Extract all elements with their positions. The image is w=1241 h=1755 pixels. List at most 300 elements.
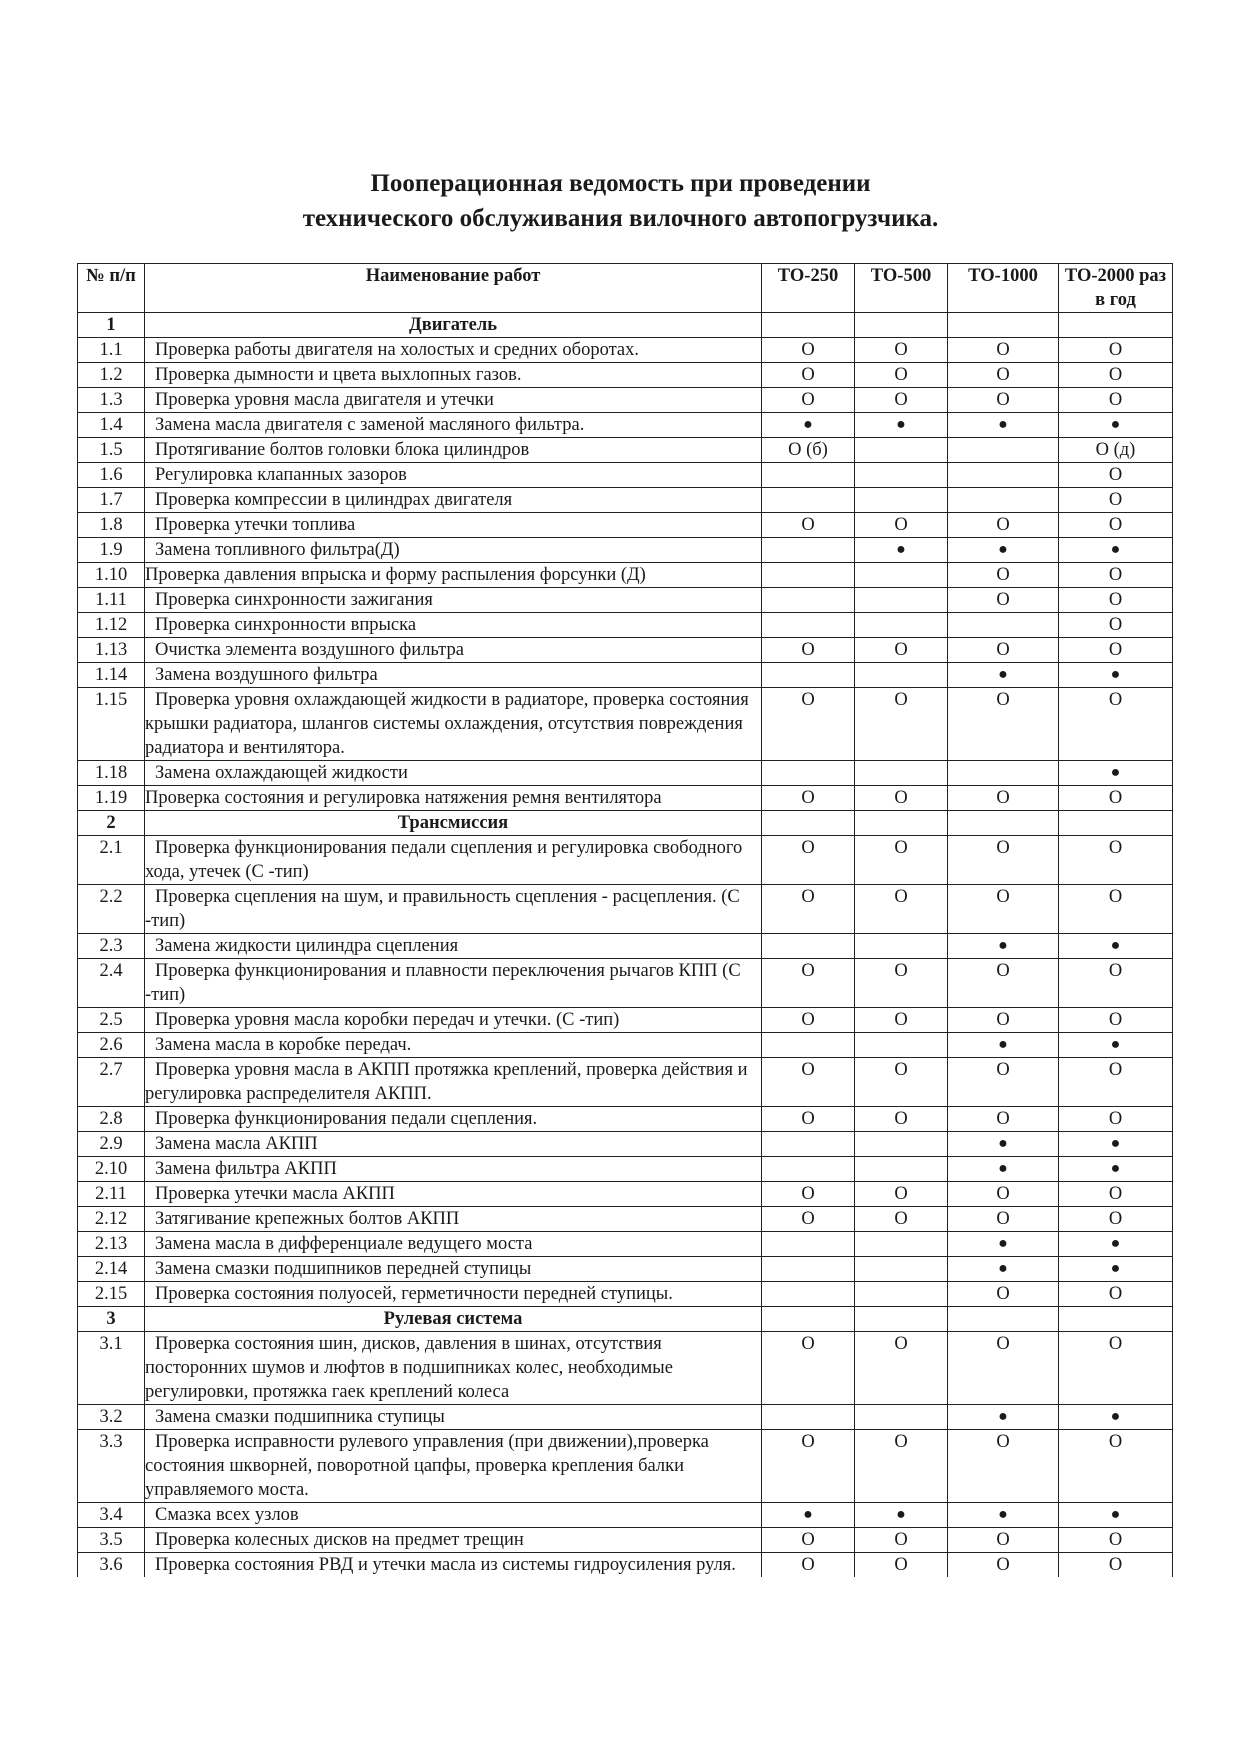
row-number: 1.6 [78,463,145,488]
mark-to2000: ● [1059,761,1173,786]
work-name [145,388,762,413]
mark-to2000: О [1059,836,1173,885]
table-row [78,538,1173,563]
mark-to250: О [762,1332,855,1405]
mark-to250: О [762,786,855,811]
work-name [145,363,762,388]
work-name [145,934,762,959]
row-number: 3.5 [78,1528,145,1553]
work-name [145,438,762,463]
title-line-1: Пооперационная ведомость при проведении [370,170,871,197]
mark-to250: ● [762,1503,855,1528]
table-row [78,1528,1173,1553]
mark-to2000: О [1059,1332,1173,1405]
mark-to1000: ● [948,1405,1059,1430]
row-number: 2.15 [78,1282,145,1307]
mark-to500 [855,1157,948,1182]
row-number: 2.13 [78,1232,145,1257]
mark-to500: О [855,363,948,388]
mark-to500: О [855,885,948,934]
mark-to1000: О [948,363,1059,388]
work-text: Проверка уровня масла в АКПП протяжка креплений, проверка действия и регулировка распределителя АКПП. [145,1060,748,1104]
mark-to2000: О (д) [1059,438,1173,463]
work-text: Проверка исправности рулевого управления (при движении),проверка состояния шкворней, поворотной цапфы, проверка крепления балки управляемого моста. [145,1432,709,1500]
work-text: Замена жидкости цилиндра сцепления [155,936,459,956]
mark-to1000 [948,1307,1059,1332]
mark-to2000: О [1059,885,1173,934]
row-number: 3.6 [78,1553,145,1578]
mark-to250: О [762,1528,855,1553]
row-number: 2.7 [78,1058,145,1107]
header-to500: ТО-500 [855,264,948,313]
row-number: 3.4 [78,1503,145,1528]
mark-to500 [855,663,948,688]
mark-to1000: О [948,1008,1059,1033]
mark-to500: ● [855,413,948,438]
mark-to250 [762,1282,855,1307]
work-name [145,663,762,688]
work-name [145,836,762,885]
mark-to500 [855,1257,948,1282]
mark-to250: О (б) [762,438,855,463]
work-name [145,688,762,761]
section-row [78,811,1173,836]
mark-to500 [855,1282,948,1307]
mark-to250 [762,588,855,613]
mark-to500 [855,1132,948,1157]
mark-to250 [762,463,855,488]
mark-to2000 [1059,811,1173,836]
work-name [145,1132,762,1157]
work-name [145,1503,762,1528]
row-number: 2.8 [78,1107,145,1132]
row-number: 1.10 [78,563,145,588]
mark-to2000 [1059,1307,1173,1332]
mark-to500 [855,563,948,588]
table-header-row [78,264,1173,313]
mark-to250: О [762,959,855,1008]
work-text: Проверка состояния шин, дисков, давления в шинах, отсутствия посторонних шумов и люфтов в подшипниках колес, необходимые регулировки, протяжка гаек креплений колеса [145,1334,673,1402]
work-name [145,1157,762,1182]
table-row [78,1033,1173,1058]
mark-to500: О [855,338,948,363]
mark-to1000: О [948,786,1059,811]
mark-to500: О [855,1008,948,1033]
header-to1000: ТО-1000 [948,264,1059,313]
work-name [145,488,762,513]
table-row [78,934,1173,959]
mark-to1000 [948,613,1059,638]
row-number: 1.13 [78,638,145,663]
mark-to250 [762,313,855,338]
table-row [78,1207,1173,1232]
work-name [145,1008,762,1033]
header-to2000: ТО-2000 раз в год [1059,264,1173,313]
mark-to250 [762,1157,855,1182]
work-text: Проверка колесных дисков на предмет трещин [155,1530,524,1550]
table-row [78,663,1173,688]
mark-to1000: ● [948,413,1059,438]
row-number: 1.11 [78,588,145,613]
work-text: Проверка состояния полуосей, герметичности передней ступицы. [155,1284,673,1304]
work-text: Регулировка клапанных зазоров [155,465,407,485]
row-number: 1.7 [78,488,145,513]
mark-to2000 [1059,313,1173,338]
mark-to1000: О [948,1058,1059,1107]
mark-to1000: О [948,638,1059,663]
mark-to500: О [855,1107,948,1132]
mark-to250: О [762,1008,855,1033]
work-name [145,1033,762,1058]
work-name [145,338,762,363]
mark-to250 [762,1405,855,1430]
work-text: Замена масла в коробке передач. [155,1035,412,1055]
mark-to250 [762,563,855,588]
mark-to1000: О [948,563,1059,588]
mark-to1000: О [948,1553,1059,1578]
mark-to250 [762,1033,855,1058]
mark-to250 [762,811,855,836]
work-text: Замена воздушного фильтра [155,665,378,685]
section-row [78,313,1173,338]
mark-to2000: О [1059,1182,1173,1207]
header-to250: ТО-250 [762,264,855,313]
table-row [78,438,1173,463]
mark-to1000 [948,761,1059,786]
mark-to1000: ● [948,1232,1059,1257]
work-text: Проверка утечки масла АКПП [155,1184,395,1204]
mark-to500: О [855,1528,948,1553]
section-title [145,313,762,338]
mark-to250: О [762,513,855,538]
mark-to1000: ● [948,1503,1059,1528]
mark-to500: ● [855,1503,948,1528]
mark-to250: О [762,1553,855,1578]
table-row [78,1553,1173,1578]
maintenance-table [77,263,1173,1577]
table-row [78,463,1173,488]
table-row [78,1282,1173,1307]
mark-to250: О [762,688,855,761]
mark-to2000: О [1059,363,1173,388]
mark-to2000: О [1059,488,1173,513]
mark-to500: О [855,688,948,761]
work-text: Замена фильтра АКПП [155,1159,337,1179]
mark-to250: ● [762,413,855,438]
mark-to2000: О [1059,1282,1173,1307]
mark-to250: О [762,388,855,413]
mark-to500: О [855,1058,948,1107]
mark-to2000: ● [1059,1503,1173,1528]
work-text: Замена масла АКПП [155,1134,318,1154]
work-text: Проверка уровня масла двигателя и утечки [155,390,494,410]
table-row [78,1405,1173,1430]
work-text: Затягивание крепежных болтов АКПП [155,1209,460,1229]
mark-to250 [762,1132,855,1157]
table-row [78,1107,1173,1132]
mark-to500 [855,761,948,786]
mark-to2000: ● [1059,413,1173,438]
row-number: 2.14 [78,1257,145,1282]
mark-to1000: ● [948,538,1059,563]
row-number: 1.14 [78,663,145,688]
mark-to500: О [855,638,948,663]
mark-to2000: О [1059,463,1173,488]
mark-to500: О [855,1207,948,1232]
work-text: Проверка состояния РВД и утечки масла из системы гидроусиления руля. [155,1555,736,1575]
mark-to2000: О [1059,1430,1173,1503]
table-row [78,388,1173,413]
work-name [145,513,762,538]
mark-to1000 [948,463,1059,488]
mark-to2000: О [1059,338,1173,363]
mark-to2000: О [1059,388,1173,413]
mark-to2000: О [1059,638,1173,663]
row-number: 1.4 [78,413,145,438]
mark-to1000: ● [948,1257,1059,1282]
work-text: Проверка функционирования педали сцепления. [155,1109,538,1129]
work-text: Замена топливного фильтра(Д) [155,540,400,560]
work-name [145,1207,762,1232]
mark-to500 [855,1033,948,1058]
row-number: 3.2 [78,1405,145,1430]
title-line-2: технического обслуживания вилочного автопогрузчика. [302,205,939,232]
row-number: 1.19 [78,786,145,811]
mark-to500: О [855,1332,948,1405]
mark-to250: О [762,638,855,663]
work-text: Проверка утечки топлива [155,515,356,535]
table-row [78,1058,1173,1107]
mark-to2000: О [1059,1207,1173,1232]
header-num: № п/п [78,264,145,313]
mark-to1000: О [948,338,1059,363]
row-number: 2.1 [78,836,145,885]
row-number: 1.1 [78,338,145,363]
mark-to1000: О [948,1207,1059,1232]
row-number: 1.9 [78,538,145,563]
work-text: Проверка синхронности впрыска [155,615,417,635]
mark-to2000: ● [1059,663,1173,688]
work-name [145,413,762,438]
table-row [78,413,1173,438]
mark-to1000: О [948,836,1059,885]
mark-to250: О [762,1107,855,1132]
mark-to500 [855,1307,948,1332]
work-name [145,1182,762,1207]
work-name [145,1232,762,1257]
table-row [78,613,1173,638]
mark-to250 [762,1257,855,1282]
mark-to2000: О [1059,588,1173,613]
mark-to1000: ● [948,663,1059,688]
row-number: 1.12 [78,613,145,638]
row-number: 1.8 [78,513,145,538]
work-name [145,885,762,934]
work-name [145,1405,762,1430]
table-row [78,688,1173,761]
mark-to2000: О [1059,1107,1173,1132]
table-row [78,1503,1173,1528]
work-text: Проверка функционирования и плавности переключения рычагов КПП (С -тип) [145,961,741,1005]
work-name [145,1332,762,1405]
mark-to250: О [762,1182,855,1207]
mark-to2000: ● [1059,538,1173,563]
table-row [78,836,1173,885]
mark-to500: О [855,1553,948,1578]
mark-to500: О [855,959,948,1008]
work-text: Замена масла двигателя с заменой масляного фильтра. [155,415,585,435]
table-row [78,1430,1173,1503]
mark-to1000: О [948,1528,1059,1553]
mark-to1000: О [948,513,1059,538]
work-name [145,538,762,563]
mark-to500: О [855,513,948,538]
work-name [145,1058,762,1107]
mark-to2000: О [1059,688,1173,761]
mark-to250 [762,1232,855,1257]
mark-to1000: О [948,885,1059,934]
mark-to500 [855,613,948,638]
mark-to2000: О [1059,959,1173,1008]
mark-to500 [855,313,948,338]
table-row [78,1232,1173,1257]
work-name [145,1257,762,1282]
table-body [78,313,1173,1578]
row-number: 2.11 [78,1182,145,1207]
mark-to500 [855,488,948,513]
work-name [145,1430,762,1503]
mark-to1000: О [948,388,1059,413]
work-text: Смазка всех узлов [155,1505,299,1525]
mark-to250 [762,488,855,513]
mark-to1000: О [948,1332,1059,1405]
table-row [78,786,1173,811]
work-name [145,1107,762,1132]
mark-to500: О [855,786,948,811]
row-number: 2.4 [78,959,145,1008]
mark-to250: О [762,1430,855,1503]
work-text: Проверка синхронности зажигания [155,590,433,610]
mark-to2000: О [1059,1058,1173,1107]
row-number: 2.2 [78,885,145,934]
section-row [78,1307,1173,1332]
table-row [78,513,1173,538]
row-number: 2.3 [78,934,145,959]
table-row [78,1132,1173,1157]
mark-to500 [855,934,948,959]
table-row [78,1008,1173,1033]
mark-to2000: О [1059,563,1173,588]
work-text: Замена смазки подшипника ступицы [155,1407,445,1427]
section-title [145,811,762,836]
header-work: Наименование работ [145,264,762,313]
mark-to500: О [855,1182,948,1207]
work-name [145,638,762,663]
table-row [78,761,1173,786]
work-name [145,1282,762,1307]
mark-to250 [762,1307,855,1332]
work-name [145,786,762,811]
mark-to1000: О [948,1430,1059,1503]
mark-to2000: ● [1059,1257,1173,1282]
row-number: 1.2 [78,363,145,388]
table-row [78,563,1173,588]
mark-to2000: О [1059,1008,1173,1033]
table-row [78,885,1173,934]
mark-to500 [855,463,948,488]
mark-to1000: О [948,1182,1059,1207]
work-text: Проверка состояния и регулировка натяжения ремня вентилятора [145,788,662,808]
mark-to1000: ● [948,1157,1059,1182]
section-title [145,1307,762,1332]
mark-to250: О [762,363,855,388]
work-text: Протягивание болтов головки блока цилиндров [155,440,530,460]
mark-to250 [762,761,855,786]
row-number: 3.3 [78,1430,145,1503]
mark-to2000: О [1059,513,1173,538]
work-name [145,588,762,613]
table-row [78,1257,1173,1282]
mark-to1000: ● [948,1033,1059,1058]
mark-to1000 [948,488,1059,513]
work-name [145,463,762,488]
mark-to2000: ● [1059,1157,1173,1182]
work-text: Проверка давления впрыска и форму распыления форсунки (Д) [145,565,646,585]
mark-to500 [855,588,948,613]
mark-to500 [855,1232,948,1257]
table-row [78,338,1173,363]
row-number: 3 [78,1307,145,1332]
work-name [145,1528,762,1553]
mark-to1000 [948,438,1059,463]
mark-to1000 [948,811,1059,836]
mark-to2000: ● [1059,934,1173,959]
mark-to250 [762,663,855,688]
work-text: Проверка сцепления на шум, и правильность сцепления - расцепления. (С -тип) [145,887,740,931]
work-text: Рулевая система [383,1309,523,1329]
mark-to250: О [762,1207,855,1232]
table-row [78,1157,1173,1182]
mark-to250 [762,934,855,959]
mark-to2000: О [1059,786,1173,811]
mark-to1000: О [948,1107,1059,1132]
row-number: 2.10 [78,1157,145,1182]
mark-to2000: ● [1059,1132,1173,1157]
table-row [78,363,1173,388]
work-text: Замена смазки подшипников передней ступицы [155,1259,532,1279]
mark-to1000: О [948,1282,1059,1307]
work-text: Проверка компрессии в цилиндрах двигателя [155,490,513,510]
table-row [78,638,1173,663]
mark-to500 [855,438,948,463]
work-name [145,1553,762,1578]
row-number: 2.9 [78,1132,145,1157]
mark-to2000: О [1059,1528,1173,1553]
work-text: Замена масла в дифференциале ведущего моста [155,1234,533,1254]
mark-to2000: ● [1059,1033,1173,1058]
work-text: Проверка работы двигателя на холостых и средних оборотах. [155,340,639,360]
table-row [78,959,1173,1008]
work-text: Проверка уровня охлаждающей жидкости в радиаторе, проверка состояния крышки радиатора, шлангов системы охлаждения, отсутствия повреждения радиатора и вентилятора. [145,690,749,758]
mark-to250 [762,613,855,638]
work-text: Замена охлаждающей жидкости [155,763,408,783]
mark-to1000 [948,313,1059,338]
mark-to500 [855,1405,948,1430]
row-number: 1 [78,313,145,338]
row-number: 2 [78,811,145,836]
table-row [78,1332,1173,1405]
mark-to1000: ● [948,934,1059,959]
